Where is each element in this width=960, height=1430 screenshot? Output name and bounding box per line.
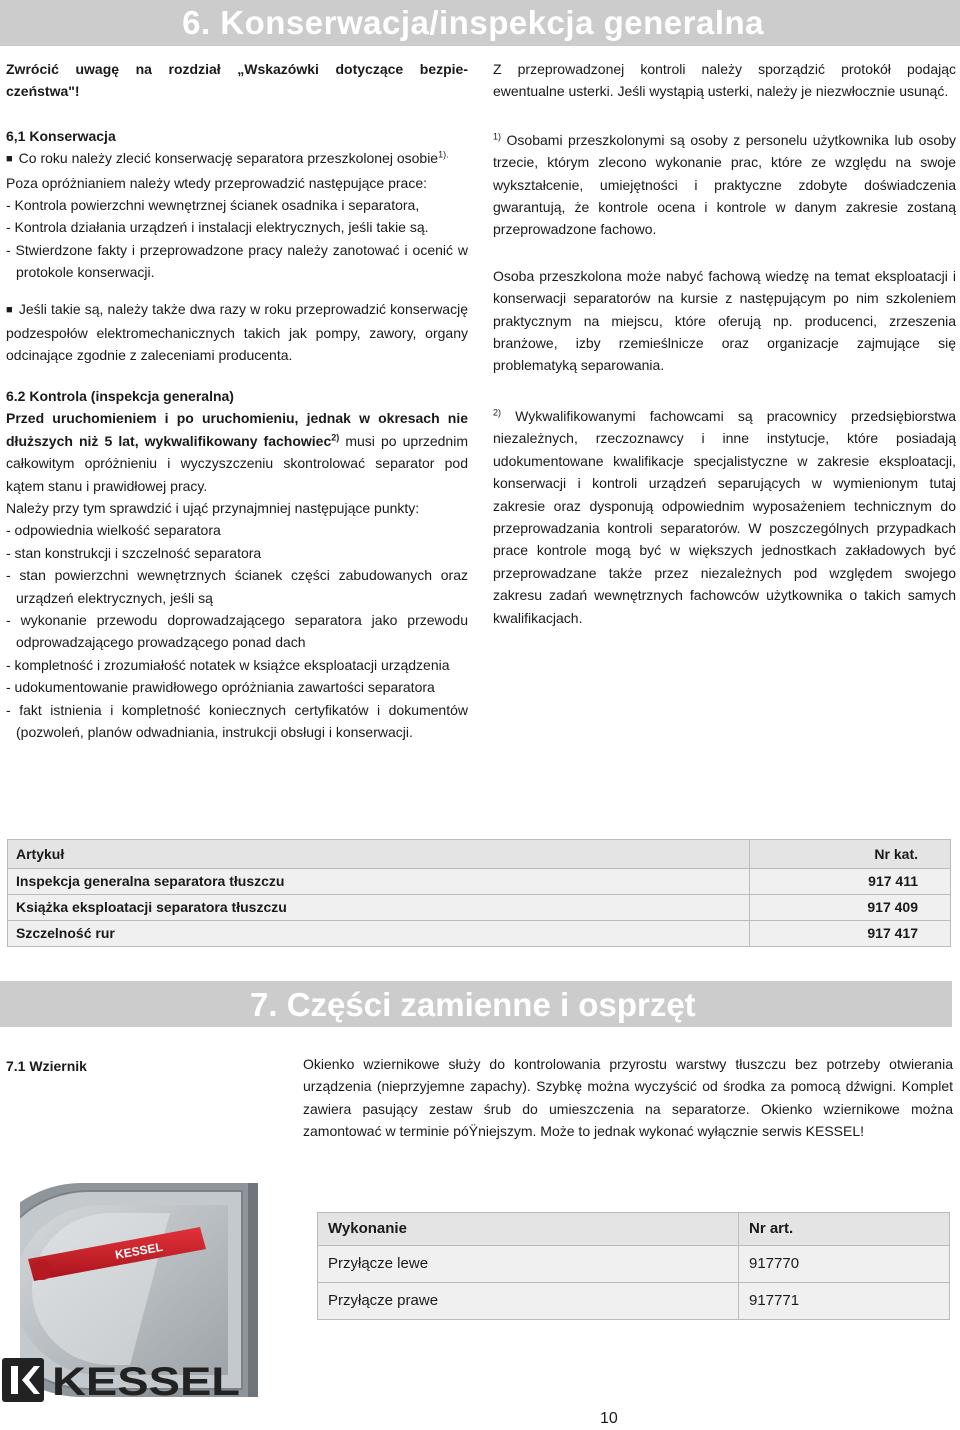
footnote-2-mark: 2) — [493, 407, 502, 418]
article-number: 917770 — [739, 1246, 950, 1283]
col-header-article-no: Nr art. — [739, 1213, 950, 1246]
section-6-2-heading: 6.2 Kontrola (inspekcja generalna) — [6, 387, 234, 404]
check-item: - fakt istnienia i kompletność koniecznych certyfikatów i dokumentów (pozwoleń, planów odwadniania, instrukcji obsługi i konserwacji. — [6, 701, 468, 740]
footnote-2-text: Wykwalifikowanymi fachowcami są pracownicy przedsiębiorstwa niezależnych, rzeczoznawcy i inne instytucje, które posiadają udokumentowane kwalifikacje specjalistyczne w zakresie eksploatacji, konserwacji i kontroli urządzeń separujących w wymienionym tutaj zakresie oraz dysponują odpowiednim wyposażeniem technicznym do przeprowadzania kontroli separatorów. W poszczególnych przypadkach prace kontrole mogą być w większych jednostkach zakładowych być przeprowadzane także przez niezależnych pod względem swojego zakresu zadań wewnętrznych fachowców użytkownika o takich samych kwalifikacjach. — [493, 407, 956, 626]
article-number: 917771 — [739, 1283, 950, 1320]
maintenance-item: - Stwierdzone fakty i przeprowadzone pracy należy zanotować i ocenić w protokole konserwacji. — [6, 241, 468, 281]
check-item: - stan powierzchni wewnętrznych ścianek części zabudowanych oraz urządzeń elektrycznych, jeśli są — [6, 567, 468, 606]
maintenance-bullet-1 — [6, 147, 468, 171]
col-header-variant: Wykonanie — [318, 1213, 739, 1246]
article-name: Książka eksploatacji separatora tłuszczu — [8, 895, 750, 921]
check-item: - kompletność i zrozumiałość notatek w książce eksploatacji urządzenia — [6, 656, 450, 673]
section-7-title: 7. Części zamienne i osprzęt — [250, 986, 696, 1023]
footnote-2 — [493, 405, 956, 629]
footnote-1-mark: 1) — [493, 131, 502, 142]
maintenance-item: - Kontrola powierzchni wewnętrznej ścianek osadnika i separatora, — [6, 197, 420, 214]
inspection-lead — [6, 407, 468, 497]
protocol-text: Z przeprowadzonej kontroli należy sporządzić protokół podając ewentualne usterki. Jeśli wystąpią usterki, należy je niezwłocznie usunąć. — [493, 61, 956, 100]
catalog-number: 917 411 — [750, 869, 951, 895]
footnote-1-text: Osobami przeszkolonymi są osoby z personelu użytkownika lub osoby trzecie, którym zlecono wykonanie prac, które ze względu na swoje wykształcenie, umiejętności i praktyczne zdobyte doświadczenia gwarantują, że kontrole ocena i kontrole w danym zakresie zostaną przeprowadzone fachowo. — [493, 131, 957, 238]
article-name: Szczelność rur — [8, 921, 750, 947]
check-item: - wykonanie przewodu doprowadzającego separatora jako przewodu odprowadzającego prowadzącego ponad dach — [6, 611, 468, 651]
viewing-window-description: Okienko wziernikowe służy do kontrolowania przyrostu warstwy tłuszczu bez potrzeby otwierania urządzenia (nieprzyjemne zapachy). Szybkę można wyczyścić od środka za pomocą dźwigni. Komplet zawiera pasujący zestaw śrub do umieszczenia na separatorze. Okienko wziernikowe można zamontować w terminie póŸniejszym. Może to jednak wykonać wyłącznie serwis KESSEL! — [303, 1056, 953, 1140]
catalog-number: 917 417 — [750, 921, 951, 947]
col-header-catalog-no: Nr kat. — [750, 840, 951, 869]
maintenance-bullet-1-text: Co roku należy zlecić konserwację separatora przeszkolonej osobie — [18, 150, 439, 167]
right-column — [493, 58, 956, 629]
maintenance-item: - Kontrola działania urządzeń i instalacji elektrycznych, jeśli takie są. — [6, 219, 429, 236]
article-name: Inspekcja generalna separatora tłuszczu — [8, 869, 750, 895]
col-header-article: Artykuł — [8, 840, 750, 869]
check-item: - odpowiednia wielkość separatora — [6, 522, 221, 539]
variant-name: Przyłącze lewe — [318, 1246, 739, 1283]
inspection-lead-rest: musi po uprzednim całkowitym opróżnieniu i wyczyszczeniu skontrolować separator pod kątem stanu i prawidłowej pracy. — [6, 432, 468, 494]
check-intro: Należy przy tym sprawdzić i ująć przynajmniej następujące punkty: — [6, 499, 420, 516]
table-row — [318, 1283, 950, 1320]
kessel-logo — [2, 1358, 242, 1402]
section-6-title: 6. Konserwacja/inspekcja generalna — [182, 4, 764, 41]
left-column — [6, 58, 468, 743]
footnote-ref-1: 1). — [438, 149, 449, 160]
maintenance-bullet-2: ■ Jeśli takie są, należy także dwa razy w roku przeprowadzić konserwację podzespołów elektromechanicznych takich jak pompy, zawory, organy odcinające zgodnie z zaleceniami producenta. — [6, 298, 468, 367]
table-row — [8, 869, 951, 895]
check-item: - udokumentowanie prawidłowego opróżniania zawartości separatora — [6, 679, 435, 696]
table-row — [318, 1246, 950, 1283]
maintenance-intro: Poza opróżnianiem należy wtedy przeprowadzić następujące prace: — [6, 174, 428, 191]
section-7-1-heading: 7.1 Wziernik — [6, 1058, 87, 1074]
variant-name: Przyłącze prawe — [318, 1283, 739, 1320]
section-7-banner — [0, 981, 952, 1027]
check-item: - stan konstrukcji i szczelność separatora — [6, 544, 262, 561]
viewing-window-variants-table — [317, 1212, 950, 1320]
safety-warning: Zwrócić uwagę na rozdział „Wskazówki dotyczące bezpie- czeństwa"! — [6, 61, 468, 100]
footnote-1 — [493, 129, 956, 241]
table-header-row — [8, 840, 951, 869]
table-header-row — [318, 1213, 950, 1246]
inspection-lead-bold: Przed uruchomieniem i po uruchomieniu, jednak w okresach nie dłuższych niż 5 lat, wykwalifikowany fachowiec — [6, 410, 468, 449]
inspection-articles-table — [7, 839, 951, 947]
viewer-brand-label: KESSEL — [114, 1239, 164, 1262]
section-6-banner — [0, 0, 960, 46]
section-6-1-heading: 6,1 Konserwacja — [6, 127, 116, 144]
table-row — [8, 921, 951, 947]
table-row — [8, 895, 951, 921]
page-number: 10 — [600, 1410, 618, 1427]
catalog-number: 917 409 — [750, 895, 951, 921]
kessel-logo-text: KESSEL — [52, 1360, 241, 1402]
trained-person-text: Osoba przeszkolona może nabyć fachową wiedzę na temat eksploatacji i konserwacji separatorów na kursie z następującym po nim szkoleniem praktycznym na miejscu, które oferują np. producenci, zrzeszenia branżowe, izby rzemieślnicze oraz organizacje zajmujące się problematyką separowania. — [493, 267, 956, 374]
footnote-ref-2: 2) — [331, 432, 340, 443]
